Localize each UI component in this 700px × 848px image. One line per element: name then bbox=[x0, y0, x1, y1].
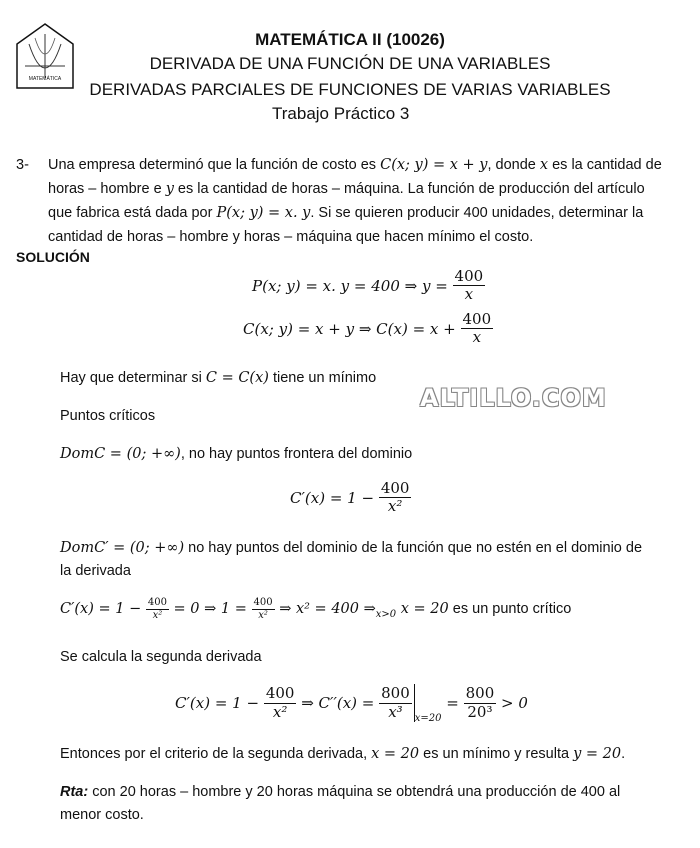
answer-line-2: menor costo. bbox=[60, 807, 144, 823]
problem-line-2: horas – hombre e y es la cantidad de horas – máquina. La función de producción del artículo bbox=[48, 181, 645, 197]
answer-line-1: Rta: con 20 horas – hombre y 20 horas máquina se obtendrá una producción de 400 al bbox=[60, 784, 621, 800]
paragraph-domain: DomC = (0; +∞), no hay puntos frontera del dominio bbox=[60, 446, 413, 462]
problem-line-3: que fabrica está dada por P(x; y) = x. y. Si se quieren producir 400 unidades, determinar la bbox=[48, 205, 644, 221]
logo-text: MATEMÁTICA bbox=[28, 76, 62, 82]
problem-number: 3- bbox=[16, 157, 29, 173]
equation-critical-point: C′(x) = 1 − $\frac{400}{\text{x²}}$ = 0 ⇒ 1 = $\frac{400}{\text{x²}}$ ⇒ x² = 400 $\Rightarrow_{x>0}$ x = 20 es un punto crítico bbox=[60, 597, 572, 621]
equation-derivative: C′(x) = 1 − $\frac{400}{\text{x²}}$ bbox=[290, 479, 410, 516]
paragraph-derivative-domain: DomC′ = (0; +∞) no hay puntos del dominio de la función que no estén en el dominio de bbox=[60, 540, 643, 556]
paragraph-minimum: Hay que determinar si C = C(x) tiene un mínimo bbox=[60, 370, 377, 386]
problem-line-1: Una empresa determinó que la función de costo es C(x; y) = x + y, donde x es la cantidad de bbox=[48, 157, 662, 173]
problem-line-4: cantidad de horas – hombre y horas – máquina que hacen mínimo el costo. bbox=[48, 229, 534, 245]
header-line-3: Trabajo Práctico 3 bbox=[272, 104, 410, 123]
equation-second-derivative: C′(x) = 1 − $\frac{400}{\text{x²}}$ ⇒ C′′(x) = $\frac{800}{\text{x³}}$ $_{x=20}$ = $\frac{800}{\text{20³}}$ > 0 bbox=[175, 684, 528, 724]
paragraph-derivative-domain-cont: la derivada bbox=[60, 563, 131, 579]
watermark: ALTILLO.COM bbox=[420, 384, 607, 412]
solution-title: SOLUCIÓN bbox=[16, 249, 90, 265]
paragraph-second-derivative: Se calcula la segunda derivada bbox=[60, 649, 262, 665]
paragraph-critical-points: Puntos críticos bbox=[60, 408, 156, 424]
equation-cost: C(x; y) = x + y ⇒ C(x) = x + $\frac{400}{x}$ bbox=[243, 310, 492, 347]
equation-production: P(x; y) = x. y = 400 ⇒ y = $\frac{400}{x}$ bbox=[252, 267, 484, 304]
header-line-1: DERIVADA DE UNA FUNCIÓN DE UNA VARIABLES bbox=[149, 54, 551, 73]
header-line-2: DERIVADAS PARCIALES DE FUNCIONES DE VARIAS VARIABLES bbox=[89, 80, 611, 99]
course-title: MATEMÁTICA II (10026) bbox=[255, 30, 445, 49]
paragraph-conclusion: Entonces por el criterio de la segunda derivada, x = 20 es un mínimo y resulta y = 20. bbox=[60, 746, 626, 762]
